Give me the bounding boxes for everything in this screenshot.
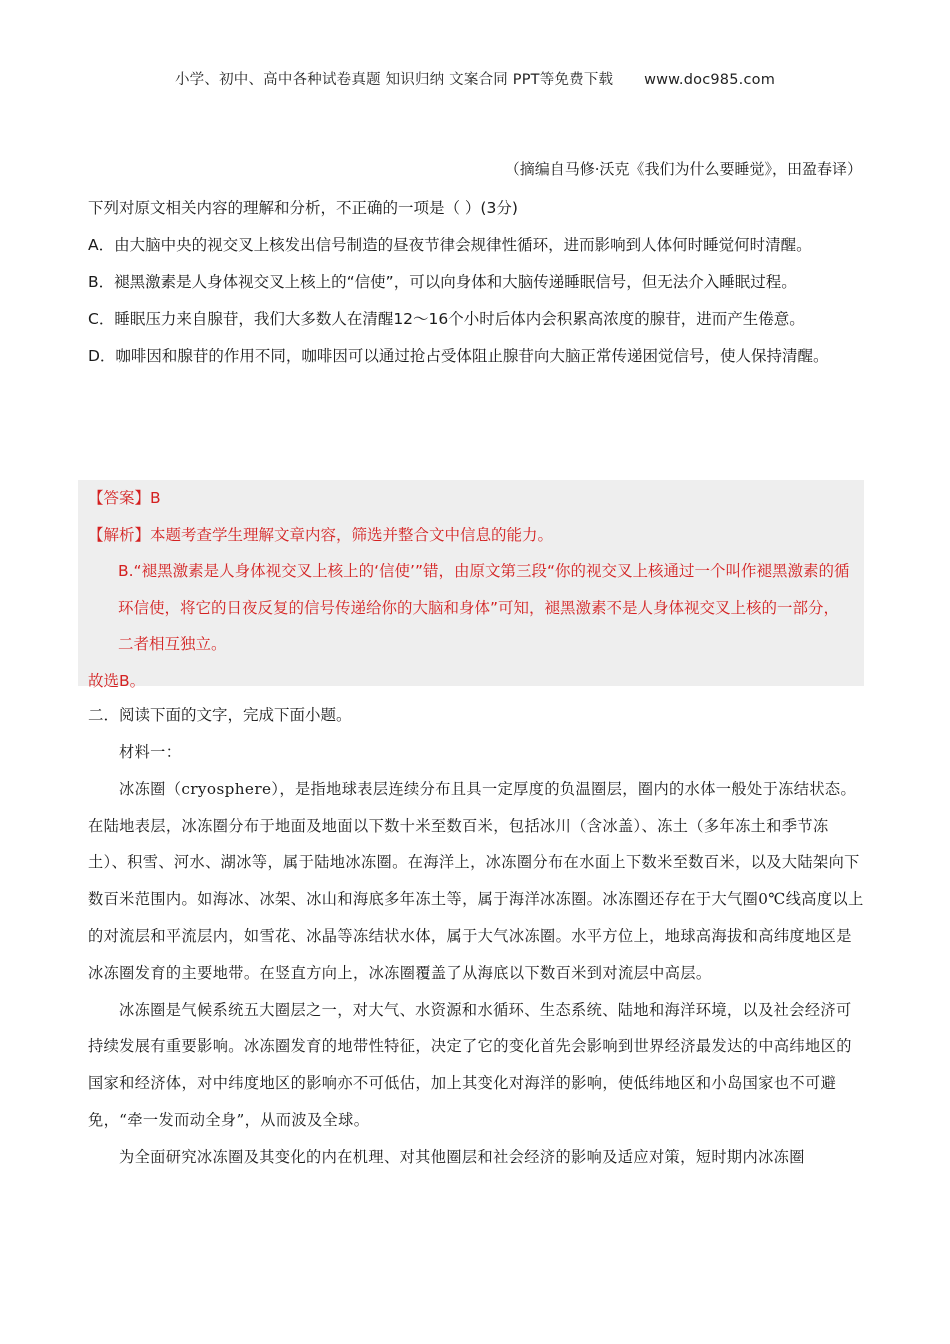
- question-block: [88, 190, 864, 375]
- analysis-row: [88, 517, 854, 554]
- paragraph-3: 为全面研究冰冻圈及其变化的内在机理、对其他圈层和社会经济的影响及适应对策，短时期内冰冻圈: [119, 1147, 805, 1166]
- source-citation: （摘编自马修·沃克《我们为什么要睡觉》，田盈春译）: [504, 160, 862, 178]
- answer-row: [88, 480, 854, 517]
- answer-panel: [78, 480, 864, 690]
- paragraph-1: 冰冻圈（cryosphere），是指地球表层连续分布且具一定厚度的负温圈层，圈内的水体一般处于冻结状态。在陆地表层，冰冻圈分布于地面及地面以下数十米至数百米，包括冰川（含冰盖）、冻土（多年冻土和季节冻土）、积雪、河水、湖冰等，属于陆地冰冻圈。在海洋上，冰冻圈分布在水面上下数米至数百米，以及大陆架向下数百米范围内。如海冰、冰架、冰山和海底多年冻土等，属于海洋冰冻圈。冰冻圈还存在于大气圈0℃线高度以上的对流层和平流层内，如雪花、冰晶等冻结状水体，属于大气冰冻圈。水平方位上，地球高海拔和高纬度地区是冰冻圈发育的主要地带。在竖直方向上，冰冻圈覆盖了从海底以下数百米到对流层中高层。: [88, 779, 864, 982]
- header-text: 小学、初中、高中各种试卷真题 知识归纳 文案合同 PPT等免费下载: [174, 72, 614, 88]
- page-header: [0, 68, 950, 89]
- material-label: 材料一：: [119, 743, 182, 761]
- answer-label: 【答案】: [88, 489, 151, 507]
- header-site-link[interactable]: www.doc985.com: [644, 72, 776, 88]
- question-stem: 下列对原文相关内容的理解和分析，不正确的一项是（ ）(3分): [88, 199, 518, 217]
- option-b: B．褪黑激素是人身体视交叉上核上的“信使”，可以向身体和大脑传递睡眠信号，但无法介入睡眠过程。: [88, 273, 797, 291]
- reading-section: [88, 697, 864, 1176]
- paragraph-2: 冰冻圈是气候系统五大圈层之一，对大气、水资源和水循环、生态系统、陆地和海洋环境，以及社会经济可持续发展有重要影响。冰冻圈发育的地带性特征，决定了它的变化首先会影响到世界经济最发达的中高纬地区的国家和经济体，对中纬度地区的影响亦不可低估，加上其变化对海洋的影响，使低纬地区和小岛国家也不可避免，“牵一发而动全身”，从而波及全球。: [88, 1000, 852, 1129]
- option-d: D．咖啡因和腺苷的作用不同，咖啡因可以通过抢占受体阻止腺苷向大脑正常传递困觉信号，使人保持清醒。: [88, 347, 829, 365]
- analysis-body: B.“褪黑激素是人身体视交叉上核上的‘信使’”错，由原文第三段“你的视交叉上核通过一个叫作褪黑激素的循环信使，将它的日夜反复的信号传递给你的大脑和身体”可知，褪黑激素不是人身体视交叉上核的一部分，二者相互独立。: [118, 562, 850, 653]
- option-c: C．睡眠压力来自腺苷，我们大多数人在清醒12～16个小时后体内会积累高浓度的腺苷，进而产生倦意。: [88, 310, 805, 328]
- answer-value: B: [150, 489, 161, 507]
- option-a: A．由大脑中央的视交叉上核发出信号制造的昼夜节律会规律性循环，进而影响到人体何时睡觉何时清醒。: [88, 236, 812, 254]
- section-instruction: 二．阅读下面的文字，完成下面小题。: [88, 706, 352, 724]
- analysis-label: 【解析】: [88, 525, 151, 544]
- analysis-conclusion: 故选B。: [88, 671, 146, 690]
- analysis-intro: 本题考查学生理解文章内容，筛选并整合文中信息的能力。: [150, 525, 554, 544]
